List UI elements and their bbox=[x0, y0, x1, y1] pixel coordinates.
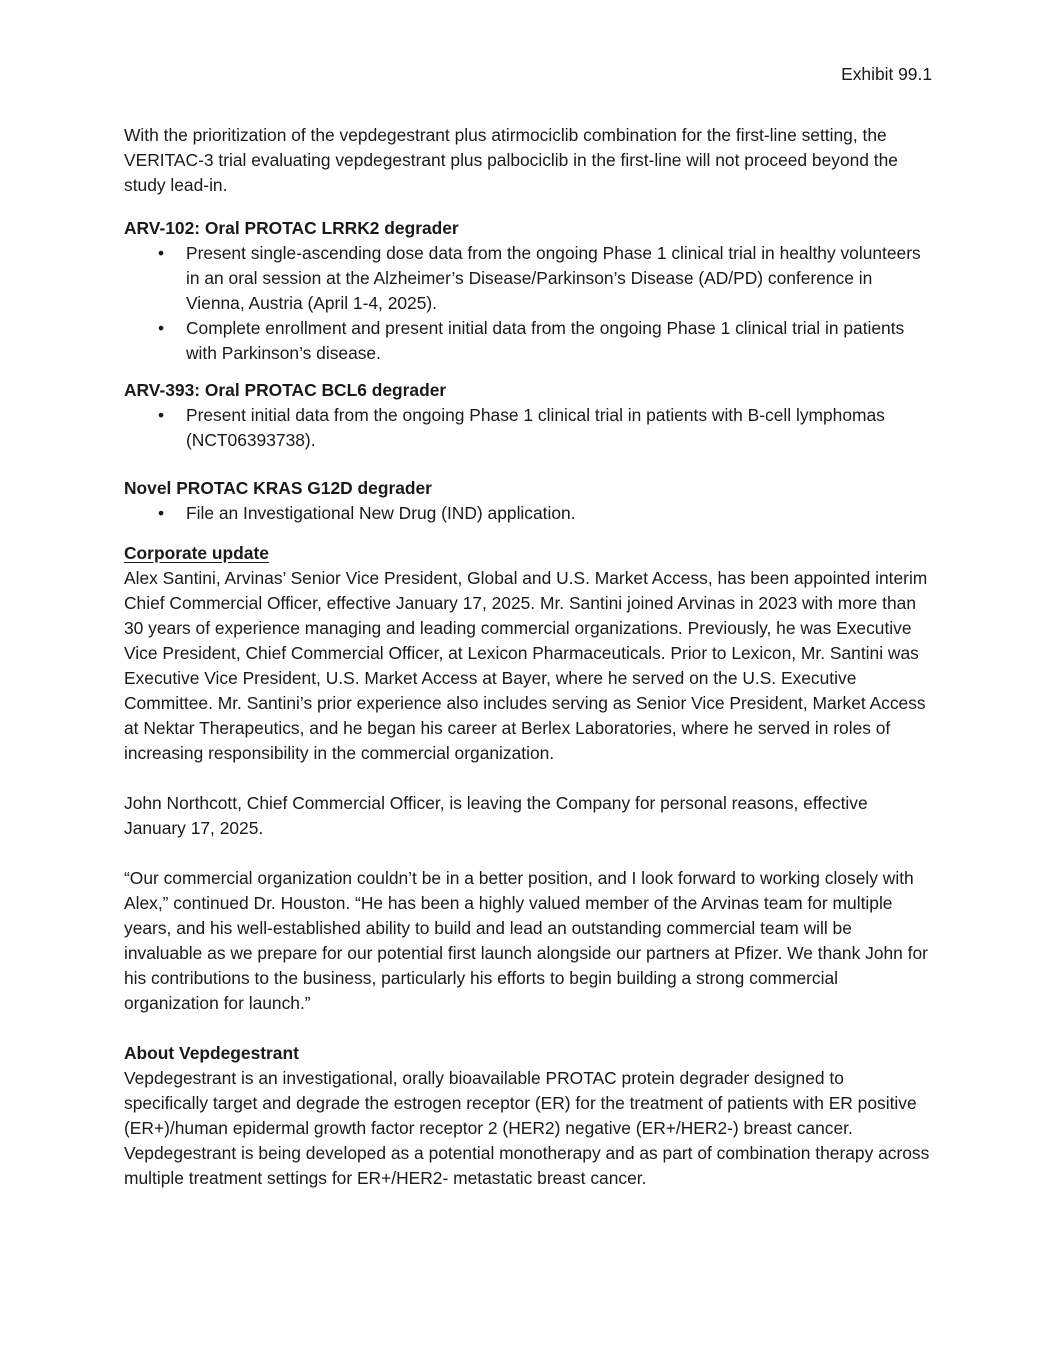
list-item bbox=[124, 316, 932, 366]
about-section bbox=[124, 1041, 932, 1191]
arv102-heading: ARV-102: Oral PROTAC LRRK2 degrader bbox=[124, 218, 459, 238]
bullet-text: File an Investigational New Drug (IND) application. bbox=[186, 503, 576, 523]
bullet-icon: • bbox=[157, 243, 165, 263]
intro-section bbox=[124, 123, 932, 198]
bullet-text: Present initial data from the ongoing Phase 1 clinical trial in patients with B-cell lymphomas (NCT06393738). bbox=[186, 405, 885, 450]
corporate-paragraph-1: Alex Santini, Arvinas’ Senior Vice President, Global and U.S. Market Access, has been appointed interim Chief Commercial Officer, effective January 17, 2025. Mr. Santini joined Arvinas in 2023 with more than 30 years of experience managing and leading commercial organizations. Previously, he was Executive Vice President, Chief Commercial Officer, at Lexicon Pharmaceuticals. Prior to Lexicon, Mr. Santini was Executive Vice President, U.S. Market Access at Bayer, where he served on the U.S. Executive Committee. Mr. Santini’s prior experience also includes serving as Senior Vice President, Market Access at Nektar Therapeutics, and he began his career at Berlex Laboratories, where he served in roles of increasing responsibility in the commercial organization. bbox=[124, 568, 928, 763]
arv393-bullet-list bbox=[124, 403, 932, 453]
intro-paragraph: With the prioritization of the vepdegestrant plus atirmociclib combination for the first-line setting, the VERITAC-3 trial evaluating vepdegestrant plus palbociclib in the first-line will not proceed beyond the study lead-in. bbox=[124, 125, 898, 195]
list-item bbox=[124, 241, 932, 316]
bullet-icon: • bbox=[157, 503, 165, 523]
corporate-section-2 bbox=[124, 791, 932, 841]
bullet-text: Complete enrollment and present initial data from the ongoing Phase 1 clinical trial in patients with Parkinson’s disease. bbox=[186, 318, 905, 363]
bullet-text: Present single-ascending dose data from the ongoing Phase 1 clinical trial in healthy volunteers in an oral session at the Alzheimer’s Disease/Parkinson’s Disease (AD/PD) conference in Vienna, Austria (April 1-4, 2025). bbox=[186, 243, 921, 313]
corporate-paragraph-3: “Our commercial organization couldn’t be in a better position, and I look forward to working closely with Alex,” continued Dr. Houston. “He has been a highly valued member of the Arvinas team for multiple years, and his well-established ability to build and lead an outstanding commercial team will be invaluable as we prepare for our potential first launch alongside our partners at Pfizer. We thank John for his contributions to the business, particularly his efforts to begin building a strong commercial organization for launch.” bbox=[124, 868, 928, 1013]
about-heading: About Vepdegestrant bbox=[124, 1043, 299, 1063]
list-item bbox=[124, 501, 932, 526]
corporate-section-3 bbox=[124, 866, 932, 1016]
arv393-section bbox=[124, 378, 932, 453]
kras-section bbox=[124, 476, 932, 526]
corporate-section bbox=[124, 541, 932, 766]
bullet-icon: • bbox=[157, 318, 165, 338]
list-item bbox=[124, 403, 932, 453]
bullet-icon: • bbox=[157, 405, 165, 425]
arv393-heading: ARV-393: Oral PROTAC BCL6 degrader bbox=[124, 380, 447, 400]
corporate-heading: Corporate update bbox=[124, 543, 269, 563]
exhibit-label: Exhibit 99.1 bbox=[841, 64, 932, 84]
kras-bullet-list bbox=[124, 501, 932, 526]
kras-heading: Novel PROTAC KRAS G12D degrader bbox=[124, 478, 432, 498]
corporate-paragraph-2: John Northcott, Chief Commercial Officer, is leaving the Company for personal reasons, effective January 17, 2025. bbox=[124, 793, 868, 838]
about-paragraph: Vepdegestrant is an investigational, orally bioavailable PROTAC protein degrader designed to specifically target and degrade the estrogen receptor (ER) for the treatment of patients with ER positive (ER+)/human epidermal growth factor receptor 2 (HER2) negative (ER+/HER2-) breast cancer. Vepdegestrant is being developed as a potential monotherapy and as part of combination therapy across multiple treatment settings for ER+/HER2- metastatic breast cancer. bbox=[124, 1068, 930, 1188]
arv102-bullet-list bbox=[124, 241, 932, 366]
arv102-section bbox=[124, 216, 932, 366]
